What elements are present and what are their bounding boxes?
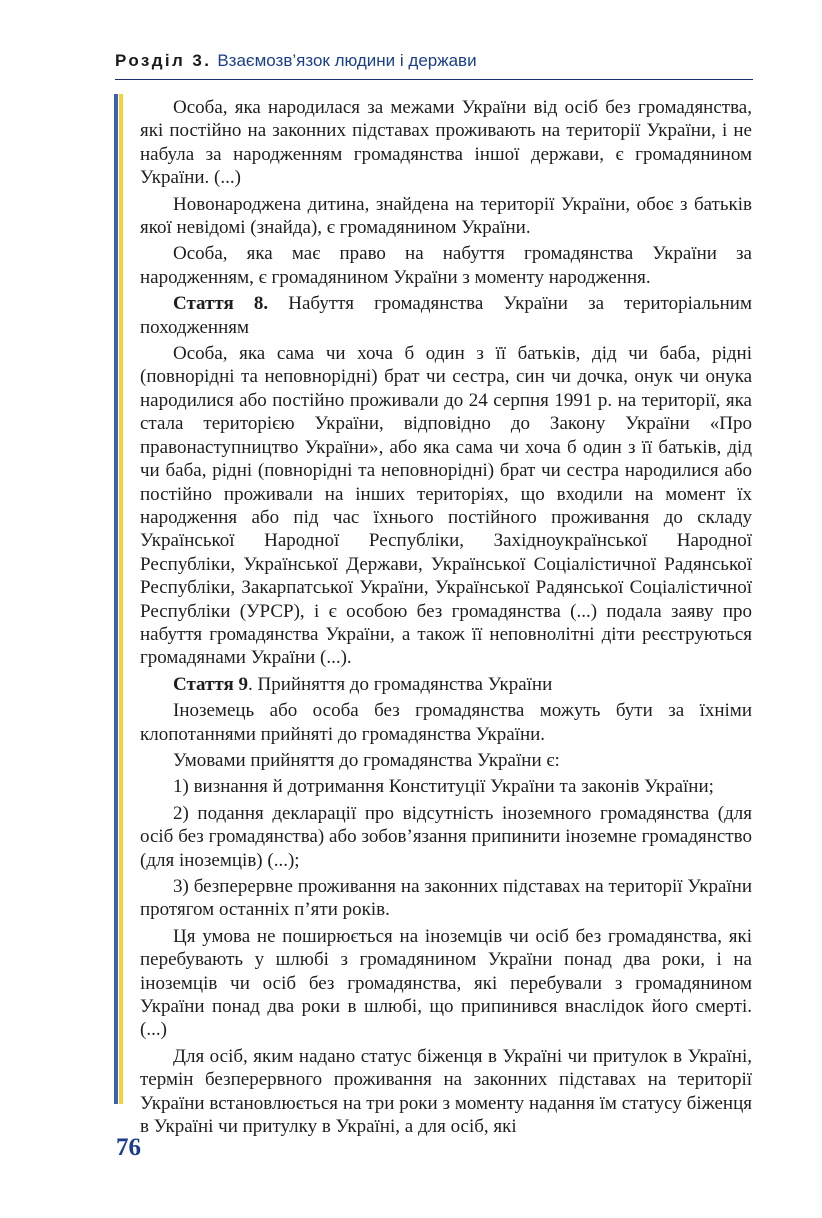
paragraph: Новонароджена дитина, знайдена на території України, обоє з батьків якої невідомі (знайда), є громадянином України.	[140, 193, 752, 239]
paragraph: Іноземець або особа без громадянства можуть бути за їхніми клопотаннями прийняті до громадянства України.	[140, 700, 752, 745]
paragraph: Для осіб, яким надано статус біженця в Україні чи притулок в Україні, термін безперервного проживання на законних підставах на території України встановлюється на три роки з моменту надання їм статусу біженця в Україні чи притулку в Україні, а для осіб, які	[140, 1045, 752, 1138]
paragraph: Особа, яка сама чи хоча б один з її батьків, дід чи баба, рідні (повнорідні та неповнорідні) брат чи сестра, син чи дочка, онук чи онука народилися або постійно проживали до 24 серпня 1991 р. на території, яка стала територією України, відповідно до Закону України «Про правонаступництво України», або яка сама чи хоча б один з її батьків, дід чи баба, рідні (повнорідні та неповнорідні) брат чи сестра народилися або постійно проживали на інших територіях, що входили на момент їх народження або під час їхнього постійного проживання до складу Української Народної Республіки, Західноукраїнської Народної Республіки, Української Держави, Української Соціалістичної Радянської Республіки, Закарпатської України, Української Радянської Соціалістичної Республіки (УРСР), і є особою без громадянства (...) подала заяву про набуття громадянства України, а також її неповнолітні діти реєструються громадянами України (...).	[140, 343, 752, 669]
paragraph: 1) визнання й дотримання Конституції України та законів України;	[173, 776, 714, 798]
article-title: . Прийняття до громадянства України	[248, 673, 553, 695]
running-header	[115, 51, 753, 80]
paragraph: Ця умова не поширюється на іноземців чи осіб без громадянства, які перебувають у шлюбі з громадянином України понад два роки, і на іноземців чи осіб без громадянства, які перебували з громадянином України понад два роки в шлюбі, що припинився внаслідок його смерті. (...)	[140, 925, 752, 1041]
article-title: Набуття громадянства України за територіальним походженням	[140, 293, 752, 338]
article-heading	[140, 673, 752, 696]
section-title: Взаємозв’язок людини і держави	[217, 51, 477, 70]
margin-bar-blue	[114, 94, 118, 1104]
article-label: Стаття 9	[173, 673, 248, 695]
paragraph: Умовами прийняття до громадянства України є:	[173, 749, 560, 771]
paragraph: 2) подання декларації про відсутність іноземного громадянства (для осіб без громадянства) або зобов’язання припинити іноземне громадянство (для іноземців) (...);	[140, 802, 752, 871]
article-heading	[140, 292, 752, 339]
paragraph: Особа, яка має право на набуття громадянства України за народженням, є громадянином України з моменту народження.	[140, 243, 752, 288]
paragraph: 3) безперервне проживання на законних підставах на території України протягом останніх п’яти років.	[140, 876, 752, 921]
margin-bar-yellow	[119, 94, 123, 1104]
section-label: Розділ 3.	[115, 51, 212, 70]
page-number: 76	[116, 1134, 141, 1161]
article-label: Стаття 8.	[173, 293, 269, 315]
paragraph: Особа, яка народилася за межами України від осіб без громадянства, які постійно на законних підставах проживають на території України, і не набула за народженням громадянства іншої держави, є громадянином України. (...)	[140, 97, 752, 189]
page-body	[140, 96, 752, 1138]
